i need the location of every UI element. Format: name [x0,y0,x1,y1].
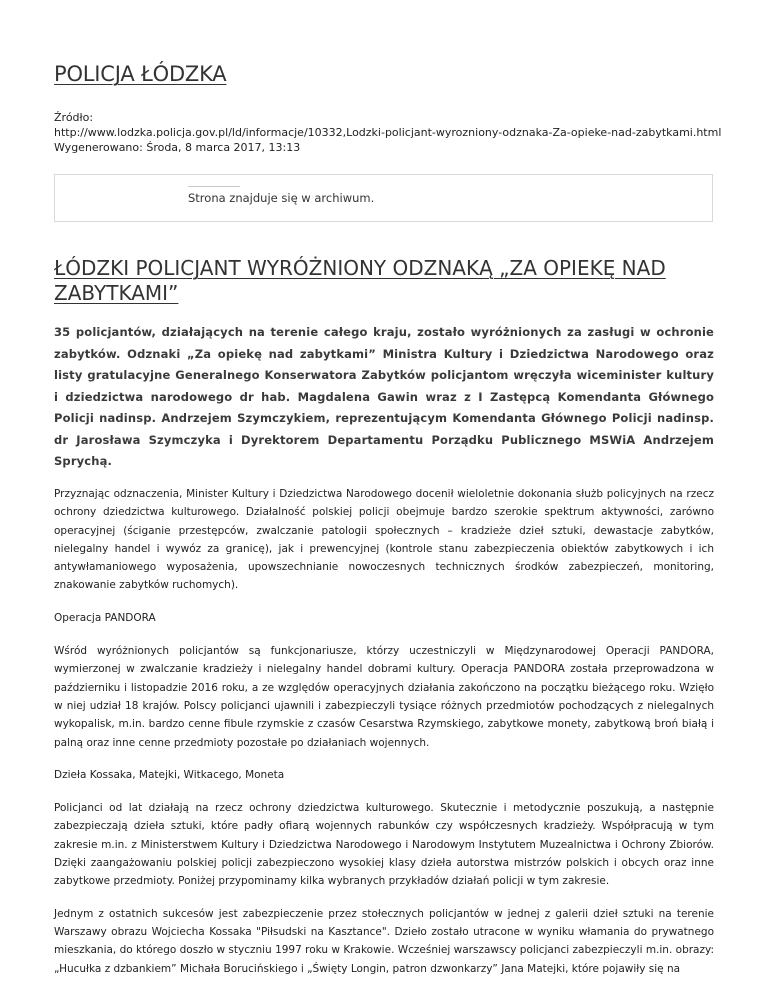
paragraph-4: Jednym z ostatnich sukcesów jest zabezpieczenie przez stołecznych policjantów w jednej z galerii dzieł sztuki na terenie Warszawy obrazu Wojciecha Kossaka "Piłsudski na Kasztance". Dzieło zostało utracone w wyniku włamania do prywatnego mieszkania, do którego doszło w styczniu 1997 roku w Krakowie. Wcześniej warszawscy policjanci zabezpieczyli m.in. obrazy: „Hucułka z dzbankiem” Michała Borucińskiego i „Święty Longin, patron dzwonkarzy” Jana Matejki, które pojawiły się na [54,907,714,975]
generated-date: Wygenerowano: Środa, 8 marca 2017, 13:13 [54,141,301,154]
site-title[interactable]: POLICJA ŁÓDZKA [54,62,227,86]
document-meta [54,110,721,155]
source-url[interactable]: http://www.lodzka.policja.gov.pl/ld/informacje/10332,Lodzki-policjant-wyrozniony-odznaka-Za-opieke-nad-zabytkami.html [54,126,722,139]
paragraph-3: Policjanci od lat działają na rzecz ochrony dziedzictwa kulturowego. Skutecznie i metodycznie poszukują, a następnie zabezpieczają dzieła sztuki, które padły ofiarą wojennych rabunków czy współczesnych kradzieży. Współpracują w tym zakresie m.in. z Ministerstwem Kultury i Dziedzictwa Narodowego i Narodowym Instytutem Muzealnictwa i Ochrony Zbiorów. Dzięki zaangażowaniu polskiej policji zabezpieczono wysokiej klasy dzieła autorstwa mistrzów polskich i obcych oraz inne zabytkowe przedmioty. Poniżej przypominamy kilka wybranych przykładów działań policji w tym zakresie. [54,802,714,888]
article-body [54,485,714,992]
source-label: Źródło: [54,111,94,124]
archive-notice-box [54,174,713,222]
archive-divider [188,186,240,187]
subheading-pandora: Operacja PANDORA [54,611,156,624]
archive-notice: Strona znajduje się w archiwum. [188,191,375,205]
paragraph-2: Wśród wyróżnionych policjantów są funkcjonariusze, którzy uczestniczyli w Międzynarodowej Operacji PANDORA, wymierzonej w zwalczanie kradzieży i nielegalny handel dobrami kultury. Operacja PANDORA została przeprowadzona w październiku i listopadzie 2016 roku, a ze względów operacyjnych działania zakończono na początku bieżącego roku. Wzięło w niej udział 18 krajów. Polscy policjanci ujawnili i zabezpieczyli tysiące różnych przedmiotów pochodzących z nielegalnych wykopalisk, m.in. bardzo cenne fibule rzymskie z czasów Cesarstwa Rzymskiego, zabytkowe monety, zabytkową broń białą i palną oraz inne cenne przedmioty pozostałe po działaniach wojennych. [54,645,714,749]
article-lead: 35 policjantów, działających na terenie całego kraju, zostało wyróżnionych za zasługi w ochronie zabytków. Odznaki „Za opiekę nad zabytkami” Ministra Kultury i Dziedzictwa Narodowego oraz listy gratulacyjne Generalnego Konserwatora Zabytków policjantom wręczyła wiceminister kultury i dziedzictwa narodowego dr hab. Magdalena Gawin wraz z I Zastępcą Komendanta Głównego Policji nadinsp. Andrzejem Szymczykiem, reprezentującym Komendanta Głównego Policji nadinsp. dr Jarosława Szymczyka i Dyrektorem Departamentu Porządku Publicznego MSWiA Andrzejem Sprychą. [54,325,714,468]
subheading-artworks: Dzieła Kossaka, Matejki, Witkacego, Moneta [54,768,285,781]
paragraph-1: Przyznając odznaczenia, Minister Kultury i Dziedzictwa Narodowego docenił wieloletnie dokonania służb policyjnych na rzecz ochrony dziedzictwa kulturowego. Działalność polskiej policji obejmuje bardzo szerokie spektrum aktywności, zarówno operacyjnej (ściganie przestępców, zwalczanie patologii społecznych – kradzieże dzieł sztuki, dewastacje zabytków, nielegalny handel i wywóz za granicę), jak i prewencyjnej (kontrole stanu zabezpieczenia obiektów zabytkowych i ich antywłamaniowego wyposażenia, upowszechnianie nowoczesnych technicznych środków zabezpieczeń, monitoring, znakowanie zabytków ruchomych). [54,488,714,592]
article-title[interactable]: ŁÓDZKI POLICJANT WYRÓŻNIONY ODZNAKĄ „ZA OPIEKĘ NAD ZABYTKAMI” [54,256,666,305]
